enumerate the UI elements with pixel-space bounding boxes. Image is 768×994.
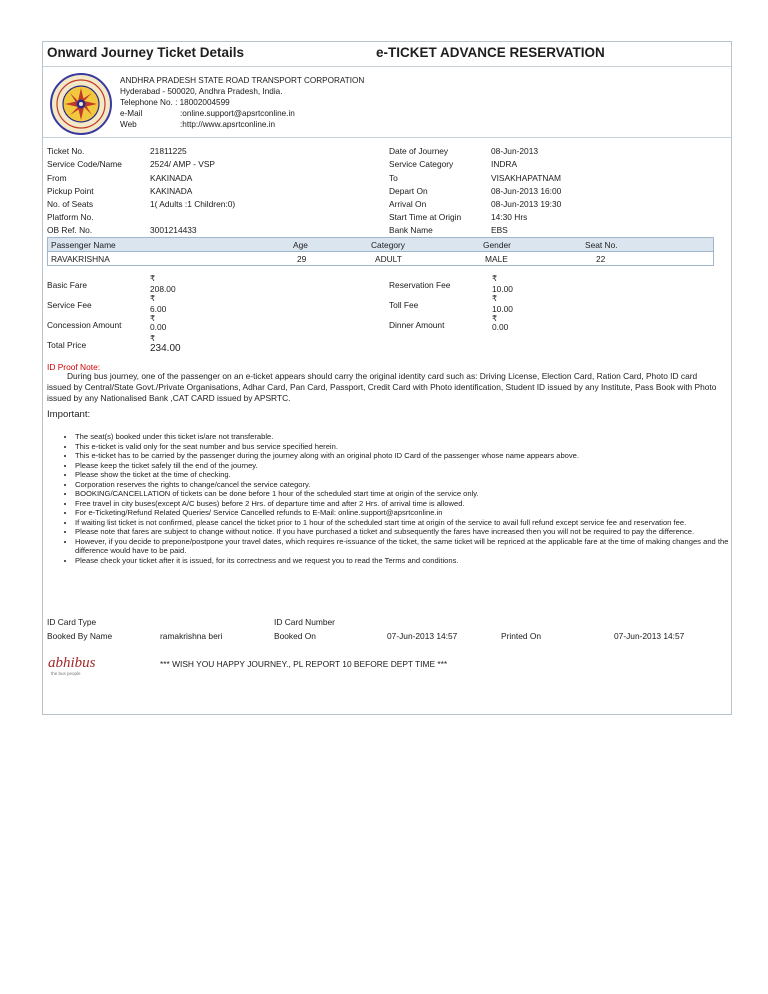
- total-price-value: 234.00: [150, 343, 181, 354]
- service-fee-value: 6.00: [150, 304, 167, 314]
- ticket-no-label: Ticket No.: [47, 146, 85, 156]
- date-of-journey-value: 08-Jun-2013: [491, 146, 539, 156]
- important-title: Important:: [47, 409, 91, 420]
- col-age: Age: [293, 240, 308, 250]
- details-divider: [43, 137, 731, 138]
- rupee-icon: ₹: [150, 314, 156, 323]
- no-of-seats-label: No. of Seats: [47, 199, 94, 209]
- apsrtc-logo-seal: [48, 73, 114, 135]
- rupee-icon: ₹: [492, 314, 498, 323]
- corporation-address: Hyderabad - 500020, Andhra Pradesh, India.: [120, 87, 283, 96]
- corporation-telephone: Telephone No. : 18002004599: [120, 98, 230, 107]
- col-category: Category: [371, 240, 405, 250]
- id-proof-title: ID Proof Note:: [47, 362, 101, 372]
- eticket-title: e-TICKET ADVANCE RESERVATION: [376, 45, 605, 60]
- ticket-no-value: 21811225: [150, 146, 187, 156]
- booked-by-label: Booked By Name: [47, 631, 113, 641]
- list-item: • Please note that fares are subject to change without notice. If you have purchased a ticket and subsequently the fares have increased then you will not be required to pay the difference.: [75, 527, 751, 537]
- booked-on-label: Booked On: [274, 631, 316, 641]
- basic-fare-value: 208.00: [150, 284, 176, 294]
- total-price-label: Total Price: [47, 340, 87, 350]
- reservation-fee-label: Reservation Fee: [389, 280, 451, 290]
- bank-name-label: Bank Name: [389, 225, 433, 235]
- wish-message: *** WISH YOU HAPPY JOURNEY., PL REPORT 10 BEFORE DEPT TIME ***: [160, 659, 448, 669]
- rupee-icon: ₹: [492, 294, 498, 303]
- printed-on-value: 07-Jun-2013 14:57: [614, 631, 685, 641]
- web-label: Web: [120, 120, 137, 129]
- list-item: • This e-ticket has to be carried by the passenger during the journey along with an original photo ID Card of the passenger whose name appears above.: [75, 451, 751, 461]
- passenger-table: [47, 237, 714, 266]
- rupee-icon: ₹: [150, 274, 156, 283]
- service-category-label: Service Category: [389, 159, 454, 169]
- depart-on-value: 08-Jun-2013 16:00: [491, 186, 562, 196]
- printed-on-label: Printed On: [501, 631, 542, 641]
- list-item: • For e-Ticketing/Refund Related Queries/ Service Cancelled refunds to E-Mail: online.support@apsrtconline.in: [75, 508, 751, 518]
- id-proof-body: During bus journey, one of the passenger on an e-ticket appears should carry the original identity card such as: Driving License, Election Card, Ration Card, Photo ID card issued by Central/State Govt./Private Organisations, Adhar Card, Pan Card, Passport, Credit Card with Photo identification, Student ID issued by any Institute, Pass Book with Photo issued by any Nationalised Bank ,CAT CARD issued by APSRTC.: [47, 371, 717, 403]
- arrival-on-value: 08-Jun-2013 19:30: [491, 199, 562, 209]
- id-card-number-label: ID Card Number: [274, 617, 335, 627]
- abhibus-wordmark: abhibus: [48, 655, 96, 671]
- header-divider: [43, 66, 731, 67]
- passenger-gender: MALE: [485, 254, 508, 264]
- passenger-name: RAVAKRISHNA: [51, 254, 110, 264]
- list-item: • Please show the ticket at the time of checking.: [75, 470, 751, 480]
- reservation-fee-value: 10.00: [492, 284, 513, 294]
- booked-on-value: 07-Jun-2013 14:57: [387, 631, 458, 641]
- toll-fee-label: Toll Fee: [389, 300, 419, 310]
- service-fee-label: Service Fee: [47, 300, 92, 310]
- bank-name-value: EBS: [491, 225, 508, 235]
- passenger-seat: 22: [596, 254, 606, 264]
- email-value[interactable]: :online.support@apsrtconline.in: [180, 109, 295, 118]
- abhibus-tagline: the bus people: [51, 671, 81, 676]
- ob-ref-label: OB Ref. No.: [47, 225, 93, 235]
- list-item: • Please check your ticket after it is issued, for its correctness and we request you to read the Terms and conditions.: [75, 556, 751, 566]
- dinner-amount-value: 0.00: [492, 322, 509, 332]
- rupee-icon: ₹: [150, 294, 156, 303]
- to-label: To: [389, 173, 398, 183]
- start-time-label: Start Time at Origin: [389, 212, 462, 222]
- pickup-point-value: KAKINADA: [150, 186, 193, 196]
- col-passenger-name: Passenger Name: [51, 240, 116, 250]
- basic-fare-label: Basic Fare: [47, 280, 88, 290]
- service-code-value: 2524/ AMP - VSP: [150, 159, 216, 169]
- platform-no-label: Platform No.: [47, 212, 94, 222]
- email-label: e-Mail: [120, 109, 143, 118]
- col-seat-no: Seat No.: [585, 240, 618, 250]
- dinner-amount-label: Dinner Amount: [389, 320, 445, 330]
- corporation-name: ANDHRA PRADESH STATE ROAD TRANSPORT CORPORATION: [120, 76, 365, 85]
- list-item: • Corporation reserves the rights to change/cancel the service category.: [75, 480, 751, 490]
- concession-value: 0.00: [150, 322, 167, 332]
- concession-label: Concession Amount: [47, 320, 122, 330]
- passenger-age: 29: [297, 254, 307, 264]
- col-gender: Gender: [483, 240, 511, 250]
- table-row: [48, 252, 713, 265]
- list-item: • Free travel in city buses(except A/C buses) before 2 Hrs. of departure time and after 2 Hrs. of arrival time is allowed.: [75, 499, 751, 509]
- toll-fee-value: 10.00: [492, 304, 513, 314]
- rupee-icon: ₹: [150, 334, 156, 343]
- to-value: VISAKHAPATNAM: [491, 173, 561, 183]
- service-category-value: INDRA: [491, 159, 518, 169]
- list-item: • BOOKING/CANCELLATION of tickets can be done before 1 hour of the scheduled start time at origin of the service only.: [75, 489, 751, 499]
- passenger-category: ADULT: [375, 254, 402, 264]
- booked-by-value: ramakrishna beri: [160, 631, 223, 641]
- passenger-table-header: [48, 238, 713, 252]
- from-label: From: [47, 173, 67, 183]
- list-item: • Please keep the ticket safely till the end of the journey.: [75, 461, 751, 471]
- ob-ref-value: 3001214433: [150, 225, 197, 235]
- service-code-label: Service Code/Name: [47, 159, 122, 169]
- important-list: [53, 432, 751, 565]
- start-time-value: 14:30 Hrs: [491, 212, 528, 222]
- from-value: KAKINADA: [150, 173, 193, 183]
- rupee-icon: ₹: [492, 274, 498, 283]
- date-of-journey-label: Date of Journey: [389, 146, 449, 156]
- list-item: • This e-ticket is valid only for the seat number and bus service specified herein.: [75, 442, 751, 452]
- journey-title: Onward Journey Ticket Details: [47, 45, 245, 60]
- pickup-point-label: Pickup Point: [47, 186, 94, 196]
- web-value[interactable]: :http://www.apsrtconline.in: [180, 120, 276, 129]
- id-card-type-label: ID Card Type: [47, 617, 97, 627]
- id-proof-note: [47, 371, 717, 404]
- arrival-on-label: Arrival On: [389, 199, 427, 209]
- abhibus-logo: [47, 652, 113, 678]
- list-item: • The seat(s) booked under this ticket is/are not transferable.: [75, 432, 751, 442]
- depart-on-label: Depart On: [389, 186, 428, 196]
- list-item: • However, if you decide to prepone/postpone your travel dates, which requires re-issuance of the ticket, the same ticket will be repriced at the applicable fare at the time of making changes and the difference would have to be paid.: [75, 537, 751, 556]
- no-of-seats-value: 1( Adults :1 Children:0): [150, 199, 236, 209]
- list-item: • If waiting list ticket is not confirmed, please cancel the ticket prior to 1 hour of the scheduled start time at origin of the service to avail full refund except service fee and reservation fee.: [75, 518, 751, 528]
